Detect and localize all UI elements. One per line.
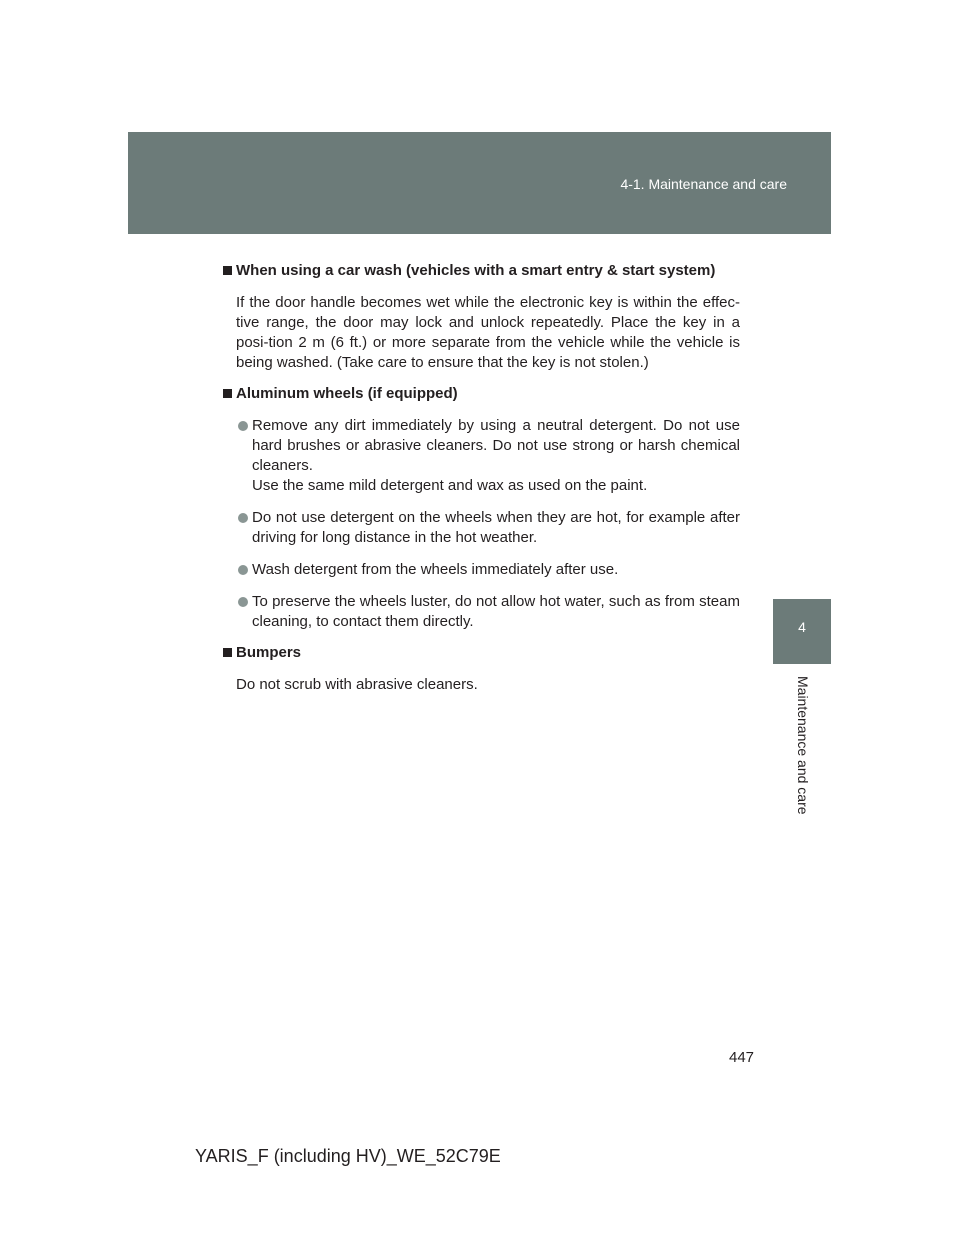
bullet-text: Wash detergent from the wheels immediately after use. [252,561,619,578]
section-heading: Aluminum wheels (if equipped) [222,384,740,404]
bullet-text: To preserve the wheels luster, do not allow hot water, such as from steam cleaning, to contact them directly. [252,593,740,630]
bullet-dot-icon [238,597,248,607]
section-bumpers [222,643,740,695]
section-car-wash [222,261,740,373]
bullet-item [236,508,740,548]
bullet-extra-text: Use the same mild detergent and wax as used on the paint. [252,477,648,494]
section-aluminum-wheels [222,384,740,632]
bullet-dot-icon [238,565,248,575]
section-paragraph: Do not scrub with abrasive cleaners. [236,676,478,693]
section-title: 4-1. Maintenance and care [620,176,787,192]
bullet-text: Do not use detergent on the wheels when they are hot, for example after driving for long distance in the hot weather. [252,509,740,546]
page-number: 447 [729,1049,755,1066]
section-heading: Bumpers [222,643,740,663]
section-paragraph: If the door handle becomes wet while the electronic key is within the effec-tive range, the door may lock and unlock repeatedly. Place the key in a posi-tion 2 m (6 ft.) or more separate from the vehicle while the vehicle is being washed. (Take care to ensure that the key is not stolen.) [236,294,740,371]
bullet-item [236,560,740,580]
bullet-item [236,416,740,496]
bullet-dot-icon [238,513,248,523]
bullet-item [236,592,740,632]
section-heading: When using a car wash (vehicles with a smart entry & start system) [222,261,740,281]
bullet-text: Remove any dirt immediately by using a neutral detergent. Do not use hard brushes or abrasive cleaners. Do not use strong or harsh chemical cleaners. [252,417,740,474]
document-code: YARIS_F (including HV)_WE_52C79E [195,1146,501,1166]
chapter-label: Maintenance and care [795,676,811,815]
chapter-tab [773,599,831,664]
header-band [128,132,831,234]
chapter-number: 4 [798,619,806,635]
bullet-dot-icon [238,421,248,431]
page-content [222,261,740,695]
